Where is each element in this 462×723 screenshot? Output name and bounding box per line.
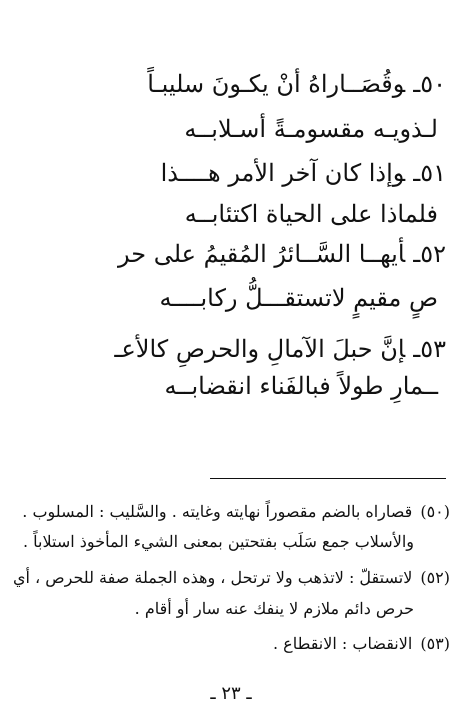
verse-text: إنَّ حبلَ الآمالِ والحرصِ كالأعـ xyxy=(114,335,406,363)
footnote-number: (٥٢) xyxy=(420,568,450,587)
verse-53-line-1 xyxy=(114,332,446,366)
verse-50-line-1 xyxy=(147,67,446,101)
footnote-number: (٥٣) xyxy=(420,634,450,653)
verse-text: وقُصَــاراهُ أنْ يكـونَ سليبـاً xyxy=(147,70,406,98)
footnote-52-line-1 xyxy=(13,566,450,590)
footnote-text: حرص دائم ملازم لا ينفك عنه سار أو أقام . xyxy=(134,599,414,618)
verse-text: صٍ مقيمٍ لاتستقـــلُّ ركابــــه xyxy=(159,284,438,312)
footnote-separator xyxy=(210,478,446,479)
footnote-50-line-2 xyxy=(23,530,414,554)
verse-text: أيهــا السَّــائرُ المُقيمُ على حر xyxy=(117,240,406,268)
verse-number: ٥٠ـ xyxy=(413,70,446,98)
verse-text: ــمارِ طولاً فبالفَناء انقضابــه xyxy=(164,372,438,400)
verse-number: ٥٣ـ xyxy=(413,335,446,363)
verse-51-line-2 xyxy=(185,197,446,231)
page-number: ـ ٢٣ ـ xyxy=(210,683,252,704)
verse-number: ٥٢ـ xyxy=(413,240,446,268)
footnote-53-line-1 xyxy=(273,632,450,656)
footnote-50-line-1 xyxy=(22,500,450,524)
verse-50-line-2 xyxy=(184,112,446,146)
verse-text: وإذا كان آخر الأمر هــــذا xyxy=(160,159,406,187)
footnote-text: قصاراه بالضم مقصوراً نهايته وغايته . والسَّليب : المسلوب . xyxy=(22,502,413,521)
footnote-number: (٥٠) xyxy=(420,502,450,521)
footnote-52-line-2 xyxy=(135,597,414,621)
footnote-text: لاتستقلّ : لاتذهب ولا ترتحل ، وهذه الجملة صفة للحرص ، أي xyxy=(12,568,413,587)
verse-number: ٥١ـ xyxy=(413,159,446,187)
footnote-text: والأسلاب جمع سَلَب بفتحتين بمعنى الشيء المأخوذ استلاباً . xyxy=(22,532,414,551)
verse-51-line-1 xyxy=(161,156,446,190)
verse-52-line-2 xyxy=(159,281,446,315)
verse-52-line-1 xyxy=(118,237,446,271)
verse-text: فلماذا على الحياة اكتئابــه xyxy=(184,200,438,228)
verse-53-line-2 xyxy=(165,369,446,403)
verse-text: لـذويـه مقسومـةً أسـلابــه xyxy=(184,115,438,143)
footnote-text: الانقضاب : الانقطاع . xyxy=(272,634,413,653)
